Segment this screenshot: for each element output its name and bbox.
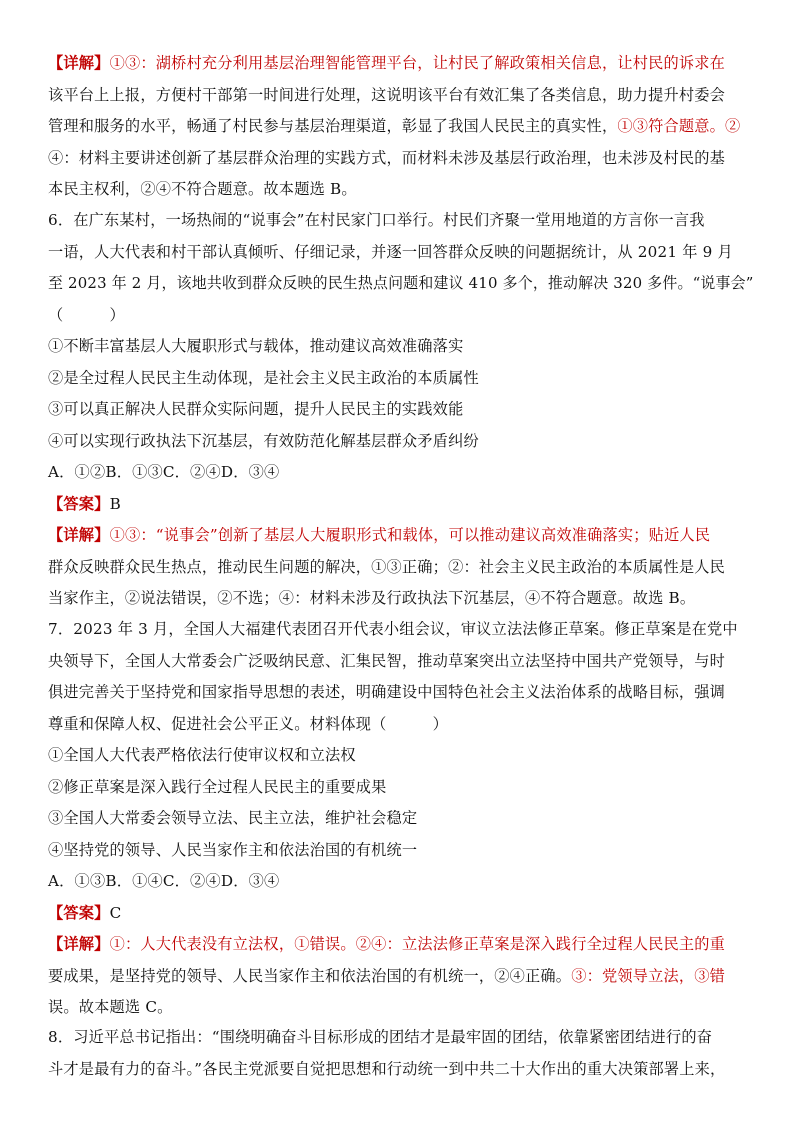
text-line <box>48 929 754 961</box>
text-line: ④：材料主要讲述创新了基层群众治理的实践方式，而材料未涉及基层行政治理，也未涉及村民的基 <box>48 148 726 167</box>
question-stem-line: 一语，人大代表和村干部认真倾听、仔细记录，并逐一回答群众反映的问题据统计，从 2021 年 9 月 <box>48 242 733 261</box>
text-line: 该平台上上报，方便村干部第一时间进行处理，这说明该平台有效汇集了各类信息，助力提升村委会 <box>48 85 726 104</box>
question-stem-line: 央领导下，全国人大常委会广泛吸纳民意、汇集民智，推动草案突出立法坚持中国共产党领导，与时 <box>48 651 726 670</box>
option-item: ④坚持党的领导、人民当家作主和依法治国的有机统一 <box>48 840 418 859</box>
question-stem-line: 尊重和保障人权、促进社会公平正义。材料体现（ ） <box>48 714 449 733</box>
explanation-q5 <box>48 48 754 206</box>
option-item: ①不断丰富基层人大履职形式与载体，推动建议高效准确落实 <box>48 337 464 355</box>
question-stem-line: 俱进完善关于坚持党和国家指导思想的表述，明确建设中国特色社会主义法治体系的战略目标，强调 <box>48 683 726 701</box>
detail-text: ①③：湖桥村充分利用基层治理智能管理平台，让村民了解政策相关信息，让村民的诉求在 <box>109 54 726 72</box>
option-item: ③全国人大常委会领导立法、民主立法，维护社会稳定 <box>48 809 418 827</box>
highlight-text: ③： <box>571 966 602 985</box>
highlight-text: 立法法修正草案是深入践行全过程人民民主的重 <box>401 935 726 953</box>
highlight-text: “说事会”创新了基层人大履职形式和载体，可以推动建议高效准确落实；贴近人民 <box>155 526 711 544</box>
question-stem-line: 6．在广东某村，一场热闹的“说事会”在村民家门口举行。村民们齐聚一堂用地道的方言你一言我 <box>48 211 705 229</box>
text-line <box>48 520 754 552</box>
highlight-text: ②④： <box>355 935 402 953</box>
option-item: ③可以真正解决人民群众实际问题，提升人民民主的实践效能 <box>48 400 464 418</box>
text-line: 当家作主，②说法错误，②不选；④：材料未涉及行政执法下沉基层，④不符合题意。故选 B。 <box>48 589 696 607</box>
question-stem-line: 斗才是最有力的奋斗。”各民主党派要自觉把思想和行动统一到中共二十大作出的重大决策部署上来， <box>48 1059 726 1078</box>
option-item: ②修正草案是深入践行全过程人民民主的重要成果 <box>48 777 387 796</box>
question-8 <box>48 1022 754 1085</box>
text-line <box>48 48 754 80</box>
question-stem-line: 7．2023 年 3 月，全国人大福建代表团召开代表小组会议，审议立法法修正草案。修正草案是在党中 <box>48 620 738 638</box>
text-span: 管理和服务的水平，畅通了村民参与基层治理渠道，彰显了我国人民民主的真实性， <box>48 117 618 135</box>
highlight-text: ①：人大代表没有立法权，①错误。 <box>109 935 356 953</box>
text-line: 本民主权利，②④不符合题意。故本题选 B。 <box>48 180 357 198</box>
answer-value: C <box>109 903 122 922</box>
question-stem-line: 至 2023 年 2 月，该地共收到群众反映的民生热点问题和建议 410 多个，推动解决 320 多件。“说事会” <box>48 274 754 292</box>
detail-label: 【详解】 <box>48 526 110 544</box>
question-7 <box>48 614 754 1024</box>
answer-line <box>48 898 754 930</box>
detail-label: 【详解】 <box>48 935 110 953</box>
answer-choices: A．①③B．①④C．②④D．③④ <box>48 872 280 890</box>
answer-label: 【答案】 <box>48 494 110 513</box>
text-line: 误。故本题选 C。 <box>48 998 173 1016</box>
text-line <box>48 111 754 143</box>
text-line: 群众反映群众民生热点，推动民生问题的解决，①③正确；②：社会主义民主政治的本质属性是人民 <box>48 557 726 576</box>
option-item: ①全国人大代表严格依法行使审议权和立法权 <box>48 746 356 764</box>
question-blank: （ ） <box>48 305 125 324</box>
text-span: 要成果，是坚持党的领导、人民当家作主和依法治国的有机统一，②④正确。 <box>48 966 572 985</box>
text-line <box>48 961 754 993</box>
option-item: ④可以实现行政执法下沉基层，有效防范化解基层群众矛盾纠纷 <box>48 431 479 450</box>
detail-label: 【详解】 <box>48 54 110 72</box>
question-6 <box>48 205 754 615</box>
answer-label: 【答案】 <box>48 903 110 922</box>
question-stem-line: 8．习近平总书记指出：“围绕明确奋斗目标形成的团结才是最牢固的团结，依靠紧密团结进行的奋 <box>48 1028 713 1046</box>
option-item: ②是全过程人民民主生动体现，是社会主义民主政治的本质属性 <box>48 368 479 387</box>
answer-line <box>48 489 754 521</box>
answer-value: B <box>109 494 121 513</box>
answer-choices: A．①②B．①③C．②④D．③④ <box>48 463 280 481</box>
highlight-text: ①③： <box>109 526 156 544</box>
highlight-text: ①③符合题意。② <box>617 117 741 135</box>
highlight-text: 党领导立法，③错 <box>601 966 726 985</box>
